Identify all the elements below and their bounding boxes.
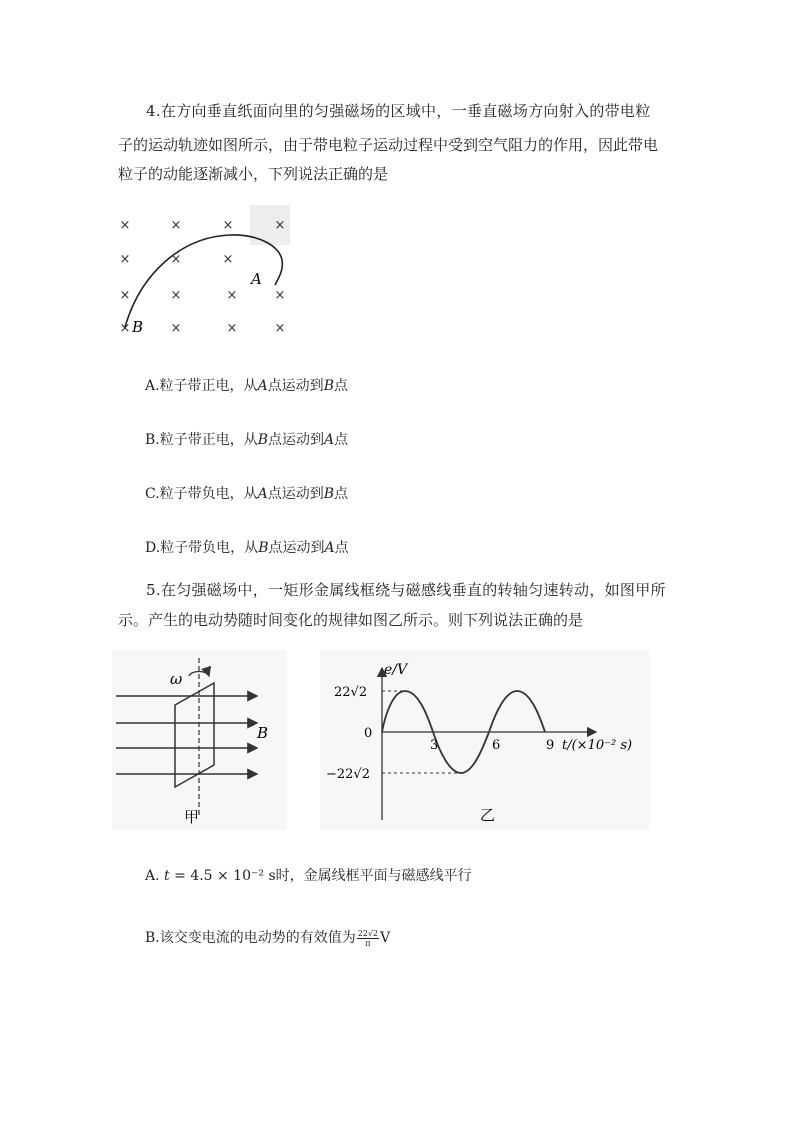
origin-label: 0 <box>364 726 373 741</box>
cross-mark: × <box>222 218 234 233</box>
q5-option-a[interactable]: A. t = 4.5 × 10⁻² s时，金属线框平面与磁感线平行 <box>145 868 472 884</box>
y-min-label: −22√2 <box>326 767 370 782</box>
q4-figure-magnetic-field <box>110 205 300 345</box>
q5-stem-line2: 示。产生的电动势随时间变化的规律如图乙所示。则下列说法正确的是 <box>118 611 584 629</box>
caption-jia: 甲 <box>184 808 200 826</box>
x-axis-label: t/(×10⁻² s) <box>562 738 633 753</box>
point-a-label: A <box>251 270 262 288</box>
q4-option-d[interactable]: D.粒子带负电，从B点运动到A点 <box>145 540 349 556</box>
cross-mark: × <box>170 218 182 233</box>
cross-mark: × <box>222 252 234 267</box>
q4-stem-line1: 4.在方向垂直纸面向里的匀强磁场的区域中，一垂直磁场方向射入的带电粒 <box>146 102 651 120</box>
cross-mark: × <box>119 218 131 233</box>
q4-option-c[interactable]: C.粒子带负电，从A点运动到B点 <box>145 486 349 502</box>
x-tick-6: 6 <box>492 738 501 753</box>
cross-mark: × <box>119 288 131 303</box>
q4-stem-line3: 粒子的动能逐渐减小，下列说法正确的是 <box>118 165 389 183</box>
point-b-label: B <box>132 318 144 336</box>
q4-option-a[interactable]: A.粒子带正电，从A点运动到B点 <box>145 378 348 394</box>
omega-label: ω <box>170 670 183 688</box>
y-max-label: 22√2 <box>334 685 368 700</box>
q5-figure-jia-rotating-coil <box>112 650 287 830</box>
field-b-label: B <box>257 724 269 742</box>
y-axis-label: e/V <box>384 662 408 678</box>
q5-option-b[interactable]: B.该交变电流的电动势的有效值为 $\frac{22√2}{\pi}$ V <box>145 928 391 948</box>
q4-stem-line2: 子的运动轨迹如图所示，由于带电粒子运动过程中受到空气阻力的作用，因此带电 <box>118 136 659 154</box>
cross-mark: × <box>170 321 182 336</box>
cross-mark: × <box>274 321 286 336</box>
cross-mark: × <box>170 252 182 267</box>
cross-mark: × <box>119 252 131 267</box>
cross-mark: × <box>274 288 286 303</box>
emf-fraction: $\frac{22√2}{\pi}$ <box>357 928 379 948</box>
cross-mark: × <box>226 288 238 303</box>
x-tick-3: 3 <box>430 738 439 753</box>
caption-yi: 乙 <box>480 806 496 824</box>
cross-mark: × <box>226 321 238 336</box>
cross-mark: × <box>170 288 182 303</box>
cross-mark: × <box>274 218 286 233</box>
q4-option-b[interactable]: B.粒子带正电，从B点运动到A点 <box>145 432 349 448</box>
q5-stem-line1: 5.在匀强磁场中，一矩形金属线框绕与磁感线垂直的转轴匀速转动，如图甲所 <box>146 581 666 599</box>
cross-mark: × <box>119 321 131 336</box>
x-tick-9: 9 <box>546 738 555 753</box>
q5-figure-yi-emf-graph <box>320 650 650 830</box>
